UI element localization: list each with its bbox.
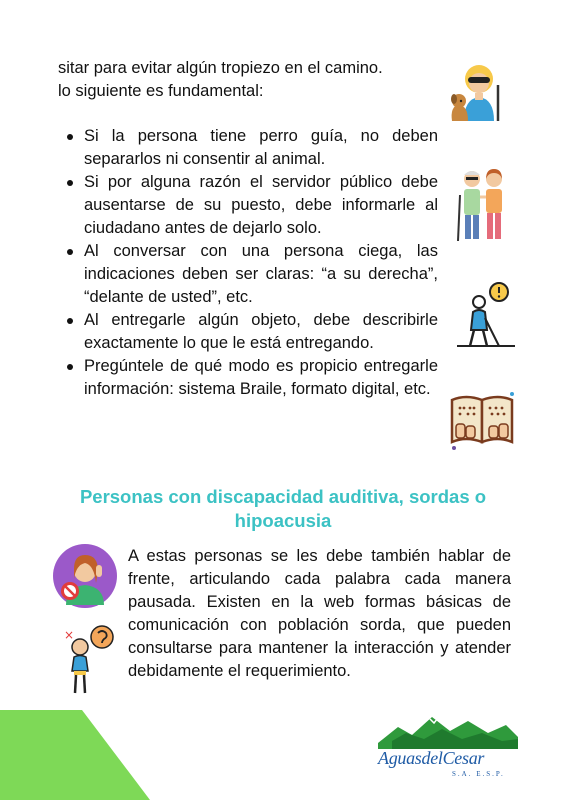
list-item: Si la persona tiene perro guía, no deben separarlos ni consentir al animal. [62,125,438,171]
section-paragraph: A estas personas se les debe también hablar de frente, articulando cada palabra cada manera pausada. Existen en la web formas básicas de comunicación con población sorda, que pueden consultarse para mantener la interacción y atender debidamente el requerimiento. [128,547,511,680]
blind-person-with-cane-icon [455,280,517,350]
intro-line-1: sitar para evitar algún tropiezo en el camino. [58,59,383,77]
elderly-blind-with-companion-icon [454,165,510,243]
list-item: Pregúntele de qué modo es propicio entregarle información: sistema Braile, formato digital, etc. [62,355,438,401]
intro-text [58,57,446,103]
section-heading-line-1: Personas con discapacidad auditiva, sordas o [79,486,487,507]
section-heading-line-2: hipoacusia [234,510,332,531]
braille-book-icon [448,390,516,452]
list-item: Al entregarle algún objeto, debe describirle exactamente lo que le está entregando. [62,309,438,355]
intro-line-2: lo siguiente es fundamental: [58,82,264,100]
svg-text:×: × [64,628,75,642]
list-item: Si por alguna razón el servidor público debe ausentarse de su puesto, debe informarle al ciudadano antes de dejarlo solo. [62,171,438,240]
section-heading [40,485,526,533]
list-item: Al conversar con una persona ciega, las indicaciones deben ser claras: “a su derecha”, “delante de usted”, etc. [62,240,438,309]
company-logo-subtitle: S.A. E.S.P. [452,770,505,778]
deaf-woman-icon [52,543,118,609]
guidelines-list [62,125,438,401]
blind-person-with-dog-icon [448,55,510,123]
green-corner-decoration [0,710,150,800]
company-logo-text: AguasdelCesar [378,748,485,768]
hearing-aid-person-icon [58,625,118,695]
